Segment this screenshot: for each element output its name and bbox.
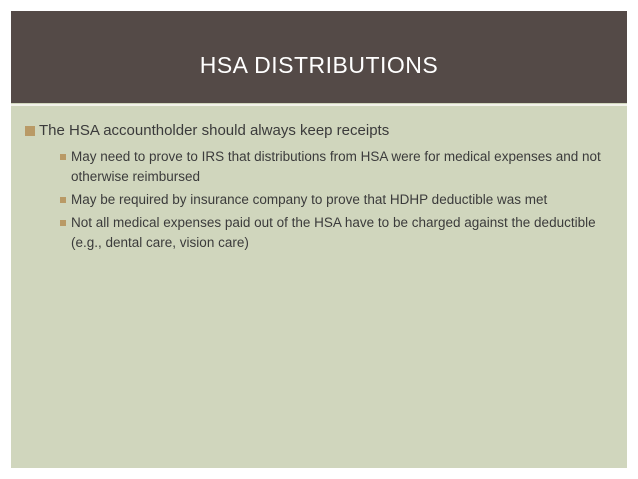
sub-bullet-item xyxy=(25,190,615,210)
title-bar xyxy=(11,11,627,103)
square-bullet-icon xyxy=(25,126,35,136)
sub-bullet-text: May need to prove to IRS that distributions from HSA were for medical expenses and not otherwise reimbursed xyxy=(71,149,601,184)
title-divider xyxy=(11,104,627,106)
bullet-text: The HSA accountholder should always keep receipts xyxy=(39,122,390,139)
square-bullet-icon xyxy=(60,197,66,203)
slide-title: HSA DISTRIBUTIONS xyxy=(199,52,439,78)
slide-content xyxy=(25,121,615,256)
square-bullet-icon xyxy=(60,220,66,226)
sub-bullet-item xyxy=(25,213,615,253)
sub-bullet-text: Not all medical expenses paid out of the HSA have to be charged against the deductible (e.g., dental care, vision care) xyxy=(71,215,596,250)
sub-bullet-text: May be required by insurance company to prove that HDHP deductible was met xyxy=(71,192,548,207)
bullet-item xyxy=(25,121,615,141)
slide xyxy=(11,11,627,468)
sub-bullet-item xyxy=(25,147,615,187)
square-bullet-icon xyxy=(60,154,66,160)
